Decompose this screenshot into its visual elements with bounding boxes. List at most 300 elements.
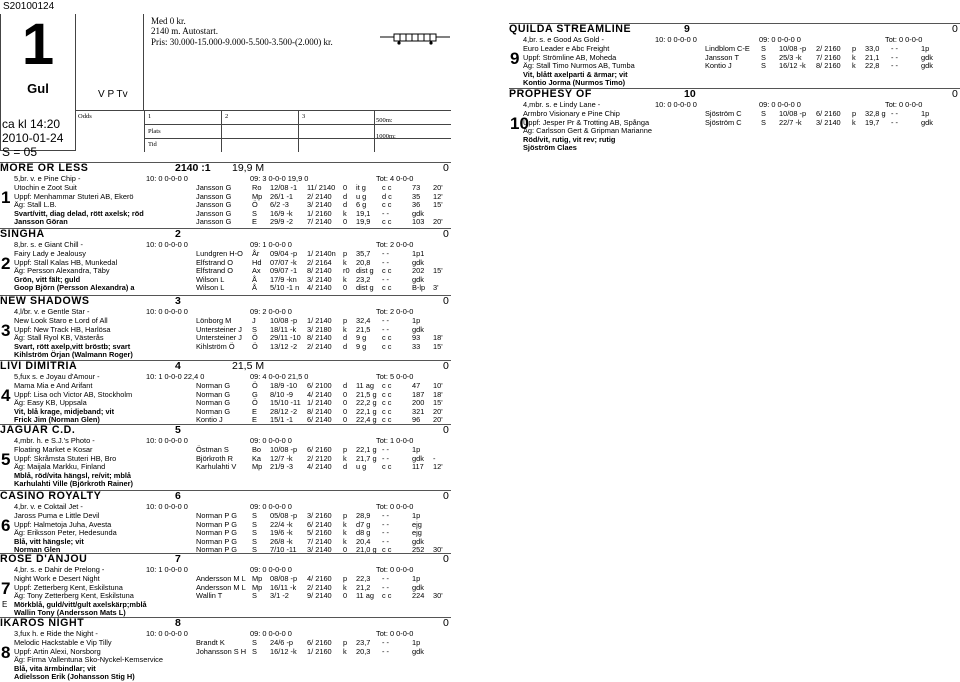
start-cell: 0 <box>343 398 348 408</box>
start-cell: 6/ 2160 <box>816 109 841 118</box>
start-cell: 3/ 2180 <box>307 324 332 334</box>
start-cell: 9/ 2140 <box>307 591 332 601</box>
race-time: ca kl 14:20 <box>2 117 61 131</box>
start-cell: Mp <box>252 191 263 201</box>
start-cell: 20,3 <box>356 646 371 656</box>
horse-stat-total: Tot: 0 0-0-0 <box>376 565 414 574</box>
horse-info-line: Fairy Lady e Jealousy <box>14 249 86 258</box>
start-cell: S <box>761 117 766 127</box>
start-cell: Sjöström C <box>705 109 742 118</box>
start-cell: p <box>343 445 348 454</box>
start-cell: d8 g <box>356 528 371 538</box>
start-cell: Ö <box>252 398 258 408</box>
start-cell: 9 g <box>356 341 367 351</box>
start-cell: 1/ 2160 <box>307 646 332 656</box>
start-cell: S <box>761 109 766 118</box>
horse-post: 2 <box>175 228 181 240</box>
start-cell: 30' <box>433 591 443 601</box>
grid-1000m: 1000m: <box>376 133 396 140</box>
horse-info-line: Äg: Maijala Markku, Finland <box>14 462 106 472</box>
horse-info-line: Blå, vitt hängsle; vit <box>14 536 84 546</box>
start-cell: - - <box>382 208 389 218</box>
start-cell: Elfstrand O <box>196 266 233 276</box>
start-cell: S <box>252 545 257 555</box>
start-cell: Jansson G <box>196 208 232 218</box>
horse-name: JAGUAR C.D. <box>0 424 76 436</box>
start-cell: - - <box>382 249 389 258</box>
start-cell: S <box>252 519 257 529</box>
start-cell: c c <box>382 183 392 192</box>
horse-odds: 21,5 M <box>232 360 265 372</box>
start-cell: 6/2 -3 <box>270 200 289 210</box>
start-cell: 2/ 2160 <box>816 44 841 53</box>
start-cell: E <box>252 406 257 416</box>
start-cell: Mp <box>252 462 263 472</box>
start-cell: Kihlström Ö <box>196 341 235 351</box>
horse-name: PROPHESY OF <box>509 88 592 100</box>
horse-score: 0 <box>952 23 958 35</box>
start-cell: c c <box>382 415 392 425</box>
race-info <box>151 16 333 47</box>
start-cell: 21,5 <box>356 324 371 334</box>
start-cell: 1/ 2140 <box>307 398 332 408</box>
horse-info-line: Jaross Puma e Little Devil <box>14 511 100 520</box>
start-cell: S <box>252 208 257 218</box>
start-cell: c c <box>382 200 392 210</box>
horse-info-line: Uppf: New Track HB, Harlösa <box>14 324 111 334</box>
horse-entry <box>0 617 451 681</box>
start-cell: Ka <box>252 453 262 463</box>
start-cell: S <box>761 52 766 62</box>
start-cell: 93 <box>412 333 421 343</box>
race-info-line2: 2140 m. Autostart. <box>151 26 218 37</box>
grid-col-1: 1 <box>148 113 152 120</box>
start-cell: 7/10 -11 <box>270 545 297 555</box>
horse-pedigree: 4,br. s. e Good As Gold - <box>523 35 604 44</box>
horse-pedigree: 4,mbr. h. e S.J.'s Photo - <box>14 436 95 445</box>
start-cell: Jansson G <box>196 183 232 192</box>
horse-pedigree: 5,fux s. e Joyau d'Amour - <box>14 372 100 381</box>
start-cell: 11/ 2140 <box>307 183 336 192</box>
start-cell: k <box>343 536 347 546</box>
horse-pedigree: 4,br. v. e Coktail Jet - <box>14 502 83 511</box>
start-cell: 0 <box>343 406 348 416</box>
horse-post: 5 <box>175 424 181 436</box>
bet-type: V P Tv <box>98 89 128 100</box>
start-cell: Kontio J <box>196 415 223 425</box>
start-cell: - - <box>382 536 389 546</box>
start-cell: 29/9 -2 <box>270 217 294 227</box>
start-cell: 22/4 -k <box>270 519 293 529</box>
start-cell: Norman G <box>196 389 231 399</box>
horse-stat-2009: 09: 2 0-0-0 0 <box>250 307 292 316</box>
horse-info-line: Mblå, röd/vita hängsl, re/vit; mblå <box>14 470 132 480</box>
start-cell: p <box>852 109 857 118</box>
start-cell: 8/ 2140 <box>307 406 332 416</box>
horse-info-line: Uppf: Halmetoja Juha, Avesta <box>14 519 112 529</box>
start-cell: 33 <box>412 341 421 351</box>
horse-info-line: Kontio Jorma (Nurmos Timo) <box>523 78 626 88</box>
horse-stat-2009: 09: 0 0-0-0 0 <box>759 35 801 44</box>
start-cell: 35,7 <box>356 249 371 258</box>
start-cell: Wilson L <box>196 274 225 284</box>
start-cell: Lönborg M <box>196 316 232 325</box>
horse-score: 0 <box>443 617 449 629</box>
start-cell: k <box>852 117 856 127</box>
horse-info-line: Melodic Hackstable e Vip Tilly <box>14 638 112 647</box>
start-cell: 2/ 2140 <box>307 191 332 201</box>
start-cell: c c <box>382 341 392 351</box>
start-cell: 3/ 2140 <box>307 545 332 555</box>
grid-plats: Plats <box>148 128 161 135</box>
start-cell: p <box>343 316 348 325</box>
horse-info-line: Äg: Carlsson Gert & Gripman Marianne <box>523 126 652 136</box>
start-cell: 16/11 -k <box>270 582 297 592</box>
start-cell: 26/1 -1 <box>270 191 294 201</box>
start-cell: 16/12 -k <box>779 61 806 71</box>
start-cell: 25/3 -k <box>779 52 802 62</box>
start-cell: - - <box>891 61 898 71</box>
horse-stat-total: Tot: 0 0-0-0 <box>885 35 923 44</box>
grid-col-3: 3 <box>302 113 306 120</box>
horse-stat-2009: 09: 0 0-0-0 0 <box>250 436 292 445</box>
start-cell: 21,2 <box>356 582 371 592</box>
horse-post: 3 <box>175 295 181 307</box>
start-cell: k <box>343 453 347 463</box>
horse-score: 0 <box>443 360 449 372</box>
start-cell: 23,2 <box>356 274 371 284</box>
horse-stat-total: Tot: 0 0-0-0 <box>376 502 414 511</box>
horse-stat-2009: 09: 0 0-0-0 0 <box>250 502 292 511</box>
horse-info-line: Äg: Tony Zetterberg Kent, Eskilstuna <box>14 591 134 601</box>
start-cell: - - <box>382 582 389 592</box>
start-cell: 117 <box>412 462 424 472</box>
start-cell: 12/7 -k <box>270 453 293 463</box>
start-cell: - - <box>382 646 389 656</box>
horse-score: 0 <box>443 162 449 174</box>
start-cell: c c <box>382 545 392 555</box>
horse-pedigree: 4,l/br. v. e Gentle Star - <box>14 307 90 316</box>
start-cell: 3/ 2160 <box>307 511 332 520</box>
start-cell: 18' <box>433 333 443 343</box>
horse-info-line: Uppf: Lisa och Victor AB, Stockholm <box>14 389 133 399</box>
start-cell: Ro <box>252 183 262 192</box>
start-cell: 1p <box>921 44 930 53</box>
start-cell: 11 ag <box>356 591 374 601</box>
start-cell: Ö <box>252 333 258 343</box>
horse-info-line: Röd/vit, rutig, vit rev; rutig <box>523 134 616 144</box>
start-cell: - - <box>382 274 389 284</box>
start-cell: 21,0 g <box>356 545 377 555</box>
start-cell: S <box>252 324 257 334</box>
start-cell: 22,1 g <box>356 445 377 454</box>
start-cell: c c <box>382 333 392 343</box>
start-cell: Hd <box>252 257 262 267</box>
start-cell: k <box>852 61 856 71</box>
start-cell: 20' <box>433 415 443 425</box>
horse-info-line: Norman Glen <box>14 545 61 555</box>
start-cell: S <box>761 61 766 71</box>
horse-info-line: Uppf: Stall Kalas HB, Munkedal <box>14 257 118 267</box>
start-cell: 1p1 <box>412 249 425 258</box>
start-cell: 0 <box>343 389 348 399</box>
horse-number: 4 <box>1 386 11 405</box>
horse-stat-2009: 09: 0 0-0-0 0 <box>250 629 292 638</box>
horse-info-line: Blå, vita ärmbindlar; vit <box>14 663 96 673</box>
horse-stat-2009: 09: 1 0-0-0 0 <box>250 240 292 249</box>
document-id: S20100124 <box>3 1 55 12</box>
horse-number: 6 <box>1 516 11 535</box>
horse-pedigree: 4,br. s. e Dahir de Prelong - <box>14 565 105 574</box>
horse-stat-total: Tot: 2 0-0-0 <box>376 307 414 316</box>
horse-entry <box>0 162 451 226</box>
race-time-block <box>2 118 63 159</box>
horse-post: 6 <box>175 490 181 502</box>
start-cell: 15' <box>433 266 443 276</box>
start-cell: B-lp <box>412 283 426 293</box>
start-cell: 22,1 g <box>356 406 377 416</box>
start-cell: c c <box>382 591 392 601</box>
start-cell: 6/ 2140 <box>307 415 332 425</box>
horse-number: 9 <box>510 49 520 68</box>
horse-info-line: Euro Leader e Abc Freight <box>523 44 610 53</box>
horse-number: 2 <box>1 254 11 273</box>
start-cell: ejg <box>412 519 422 529</box>
horse-entry <box>0 553 451 617</box>
start-cell: 22,4 g <box>356 415 377 425</box>
start-cell: 3/ 2140 <box>816 117 841 127</box>
race-s: S = 05 <box>2 144 38 159</box>
horse-info-line: Adielsson Erik (Johansson Stig H) <box>14 672 135 682</box>
start-cell: 1p <box>412 511 421 520</box>
start-cell: gdk <box>412 536 424 546</box>
horse-post: 9 <box>684 23 690 35</box>
start-cell: 19,1 <box>356 208 371 218</box>
start-cell: Norman G <box>196 398 231 408</box>
start-cell: 22,2 g <box>356 398 377 408</box>
horse-info-line: Night Work e Desert Night <box>14 574 100 583</box>
start-cell: 29/11 -10 <box>270 333 301 343</box>
start-cell: Jansson T <box>705 52 739 62</box>
start-cell: 12' <box>433 462 443 472</box>
start-cell: ejg <box>412 528 422 538</box>
horse-info-line: Frick Jim (Norman Glen) <box>14 415 100 425</box>
horse-stat-2010: 10: 1 0-0-0 0 <box>146 565 188 574</box>
start-cell: 21/9 -3 <box>270 462 294 472</box>
start-cell: Jansson G <box>196 191 232 201</box>
start-cell: Brandt K <box>196 638 225 647</box>
horse-info-line: Äg: Firma Vallentuna Sko-Nyckel-Kemservice <box>14 655 163 665</box>
start-cell: J <box>252 316 256 325</box>
horse-info-line: Uppf: Menhammar Stuteri AB, Ekerö <box>14 191 134 201</box>
start-cell: - - <box>382 257 389 267</box>
start-cell: Wilson L <box>196 283 225 293</box>
horse-stat-2010: 10: 0 0-0-0 0 <box>655 100 697 109</box>
horse-number: 3 <box>1 321 11 340</box>
horse-entry <box>0 360 451 424</box>
start-cell: r0 <box>343 266 350 276</box>
horse-score: 0 <box>952 88 958 100</box>
horse-stat-2010: 10: 1 0-0-0 22,4 0 <box>146 372 205 381</box>
start-cell: Ö <box>252 200 258 210</box>
horse-stat-2009: 09: 4 0-0-0 21,5 0 <box>250 372 309 381</box>
horse-info-line: Wallin Tony (Andersson Mats L) <box>14 608 126 618</box>
horse-stat-2010: 10: 0 0-0-0 0 <box>146 502 188 511</box>
horse-info-line: Äg: Eriksson Peter, Hedesunda <box>14 528 117 538</box>
start-cell: 3/1 -2 <box>270 591 289 601</box>
start-cell: 21,1 <box>865 52 880 62</box>
start-cell: k <box>343 208 347 218</box>
horse-post: 4 <box>175 360 181 372</box>
horse-odds: 19,9 M <box>232 162 265 174</box>
start-cell: 187 <box>412 389 425 399</box>
start-cell: 32,4 <box>356 316 371 325</box>
start-cell: 2/ 2164 <box>307 257 332 267</box>
start-cell: 200 <box>412 398 425 408</box>
horse-score: 0 <box>443 553 449 565</box>
start-cell: k <box>343 528 347 538</box>
race-info-line1: Med 0 kr. <box>151 16 186 26</box>
start-cell: 7/ 2160 <box>816 52 841 62</box>
start-cell: 15' <box>433 200 443 210</box>
start-cell: 10' <box>433 381 443 390</box>
start-cell: 8/10 -9 <box>270 389 294 399</box>
start-cell: 1/ 2140 <box>307 316 332 325</box>
start-cell: c c <box>382 389 392 399</box>
start-cell: 6/ 2160 <box>307 445 332 454</box>
horse-divider <box>0 228 451 229</box>
horse-entry <box>0 228 451 292</box>
horse-info-line: Vit, blå krage, midjeband; vit <box>14 406 115 416</box>
start-cell: 0 <box>343 283 348 293</box>
horse-info-line: Goop Björn (Persson Alexandra) a <box>14 283 135 293</box>
horse-pedigree: 8,br. s. e Giant Chill - <box>14 240 84 249</box>
race-color: Gul <box>27 81 49 96</box>
start-cell: p <box>343 574 348 583</box>
start-cell: 2/ 2140 <box>307 341 332 351</box>
start-cell: 16/12 -k <box>270 646 297 656</box>
start-cell: Lindblom C-E <box>705 44 750 53</box>
start-cell: c c <box>382 462 392 472</box>
start-cell: d <box>343 462 348 472</box>
start-cell: 20' <box>433 406 443 416</box>
start-cell: 7/ 2140 <box>307 536 332 546</box>
start-cell: 09/07 -1 <box>270 266 298 276</box>
start-cell: 10/08 -p <box>779 109 807 118</box>
start-cell: S <box>252 646 257 656</box>
horse-stat-total: Tot: 0 0-0-0 <box>885 100 923 109</box>
start-cell: 73 <box>412 183 421 192</box>
start-cell: gdk <box>921 117 933 127</box>
horse-name: NEW SHADOWS <box>0 295 90 307</box>
grid-odds-label: Odds <box>78 113 92 120</box>
start-cell: k <box>343 257 347 267</box>
start-cell: 4/ 2140 <box>307 283 332 293</box>
start-cell: 20,8 <box>356 257 371 267</box>
start-cell: gdk <box>412 646 424 656</box>
horse-number: 1 <box>1 188 11 207</box>
start-cell: Andersson M L <box>196 574 246 583</box>
start-cell: u g <box>356 191 367 201</box>
horse-info-line: Jansson Göran <box>14 217 68 227</box>
start-cell: 22,3 <box>356 574 371 583</box>
start-cell: - - <box>382 316 389 325</box>
horse-number: 10 <box>510 114 529 133</box>
horse-stat-2009: 09: 3 0-0-0 19,9 0 <box>250 174 309 183</box>
start-cell: dist g <box>356 266 374 276</box>
start-cell: c c <box>382 381 392 390</box>
start-cell: 8/ 2140 <box>307 333 332 343</box>
start-cell: 4/ 2160 <box>307 574 332 583</box>
start-cell: Karhulahti V <box>196 462 237 472</box>
start-cell: d <box>343 191 348 201</box>
horse-info-line: Sjöström Claes <box>523 143 577 153</box>
horse-info-line: Armbro Visionary e Pine Chip <box>523 109 620 118</box>
horse-score: 0 <box>443 424 449 436</box>
start-cell: 8/ 2160 <box>816 61 841 71</box>
start-cell: Lundgren H-O <box>196 249 243 258</box>
start-cell: 28/12 -2 <box>270 406 298 416</box>
start-cell: dist g <box>356 283 374 293</box>
start-cell: Elfstrand O <box>196 257 233 267</box>
horse-stat-2010: 10: 0 0-0-0 0 <box>146 629 188 638</box>
start-cell: Ö <box>252 381 258 390</box>
start-cell: Norman P G <box>196 528 237 538</box>
start-cell: - - <box>382 445 389 454</box>
horse-info-line: Uppf: Skråmsta Stuteri HB, Bro <box>14 453 117 463</box>
start-cell: c c <box>382 283 392 293</box>
start-cell: 9 g <box>356 333 367 343</box>
start-cell: 6/ 2160 <box>307 638 332 647</box>
horse-info-line: Uppf: Strömline AB, Moheda <box>523 52 617 62</box>
start-cell: 07/07 -k <box>270 257 297 267</box>
start-cell: 7/ 2140 <box>307 217 332 227</box>
start-cell: 21,5 g <box>356 389 377 399</box>
start-cell: u g <box>356 462 367 472</box>
horse-name: ROSE D'ANJOU <box>0 553 88 565</box>
horse-entry <box>0 490 451 554</box>
horse-stat-2010: 10: 0 0-0-0 0 <box>146 174 188 183</box>
horse-stat-total: Tot: 5 0-0-0 <box>376 372 414 381</box>
horse-info-line: Äg: Persson Alexandra, Täby <box>14 266 110 276</box>
start-cell: 23,7 <box>356 638 371 647</box>
horse-info-line: Utochin e Zoot Suit <box>14 183 77 192</box>
start-cell: - - <box>891 117 898 127</box>
start-cell: 202 <box>412 266 425 276</box>
start-cell: 16/9 -k <box>270 208 293 218</box>
horse-post: 8 <box>175 617 181 629</box>
start-cell: 6 g <box>356 200 367 210</box>
start-cell: Ö <box>252 341 258 351</box>
start-cell: c c <box>382 266 392 276</box>
start-cell: 24/6 -p <box>270 638 294 647</box>
start-cell: 19,9 <box>356 217 371 227</box>
horse-name: QUILDA STREAMLINE <box>509 23 632 35</box>
start-cell: gdk <box>412 257 424 267</box>
start-cell: 21,7 g <box>356 453 377 463</box>
start-cell: 103 <box>412 217 425 227</box>
start-cell: 20' <box>433 183 443 192</box>
horse-stat-2009: 09: 0 0-0-0 0 <box>250 565 292 574</box>
start-cell: 1p <box>412 574 421 583</box>
start-cell: 19/6 -k <box>270 528 293 538</box>
start-cell: gdk <box>921 61 933 71</box>
horse-stat-2010: 10: 0 0-0-0 0 <box>146 436 188 445</box>
grid-500m: 500m: <box>376 117 393 124</box>
start-cell: 19,7 <box>865 117 880 127</box>
start-cell: gdk <box>412 582 424 592</box>
start-cell: - - <box>382 324 389 334</box>
